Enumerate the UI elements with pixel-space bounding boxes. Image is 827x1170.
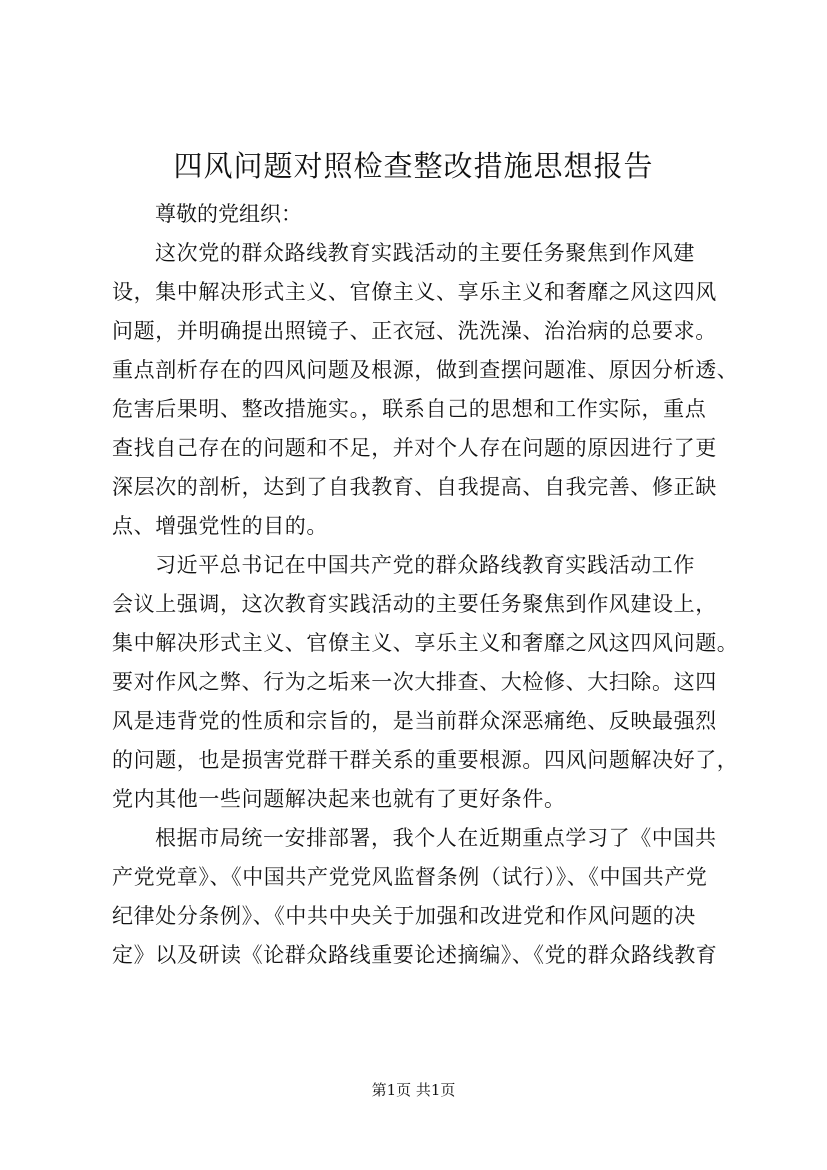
paragraph-line: 根据市局统一安排部署，我个人在近期重点学习了《中国共 xyxy=(155,826,717,850)
paragraph-line: 设，集中解决形式主义、官僚主义、享乐主义和奢靡之风这四风 xyxy=(112,280,717,304)
salutation: 尊敬的党组织： xyxy=(155,202,302,226)
paragraph-line: 产党党章》、《中国共产党党风监督条例（试行）》、《中国共产党 xyxy=(112,865,708,889)
paragraph-container xyxy=(112,234,737,975)
paragraph-line: 定》以及研读《论群众路线重要论述摘编》、《党的群众路线教育 xyxy=(112,943,718,967)
paragraph-line: 问题，并明确提出照镜子、正衣冠、洗洗澡、治治病的总要求。 xyxy=(112,319,717,343)
paragraph-line: 纪律处分条例》、《中共中央关于加强和改进党和作风问题的决 xyxy=(112,904,696,928)
document-title: 四风问题对照检查整改措施思想报告 xyxy=(173,149,654,183)
paragraph-line: 重点剖析存在的四风问题及根源，做到查摆问题准、原因分析透、 xyxy=(112,358,739,382)
paragraph-line: 这次党的群众路线教育实践活动的主要任务聚焦到作风建 xyxy=(155,241,695,265)
paragraph-line: 习近平总书记在中国共产党的群众路线教育实践活动工作 xyxy=(155,553,695,577)
paragraph-line: 会议上强调，这次教育实践活动的主要任务聚焦到作风建设上， xyxy=(112,592,717,616)
paragraph-line: 危害后果明、整改措施实。，联系自己的思想和工作实际，重点 xyxy=(112,397,707,421)
document-body xyxy=(112,195,737,975)
paragraph-line: 党内其他一些问题解决起来也就有了更好条件。 xyxy=(112,787,566,811)
paragraph xyxy=(112,234,737,546)
paragraph-line: 风是违背党的性质和宗旨的，是当前群众深恶痛绝、反映最强烈 xyxy=(112,709,717,733)
paragraph-line: 点、增强党性的目的。 xyxy=(112,514,328,538)
paragraph xyxy=(112,819,737,975)
paragraph xyxy=(112,546,737,819)
paragraph-line: 集中解决形式主义、官僚主义、享乐主义和奢靡之风这四风问题。 xyxy=(112,631,739,655)
paragraph-line: 的问题，也是损害党群干群关系的重要根源。四风问题解决好了， xyxy=(112,748,739,772)
page-footer: 第1页 共1页 xyxy=(371,1081,456,1099)
paragraph-line: 要对作风之弊、行为之垢来一次大排查、大检修、大扫除。这四 xyxy=(112,670,717,694)
paragraph-line: 深层次的剖析，达到了自我教育、自我提高、自我完善、修正缺 xyxy=(112,475,717,499)
paragraph-line: 查找自己存在的问题和不足，并对个人存在问题的原因进行了更 xyxy=(112,436,717,460)
